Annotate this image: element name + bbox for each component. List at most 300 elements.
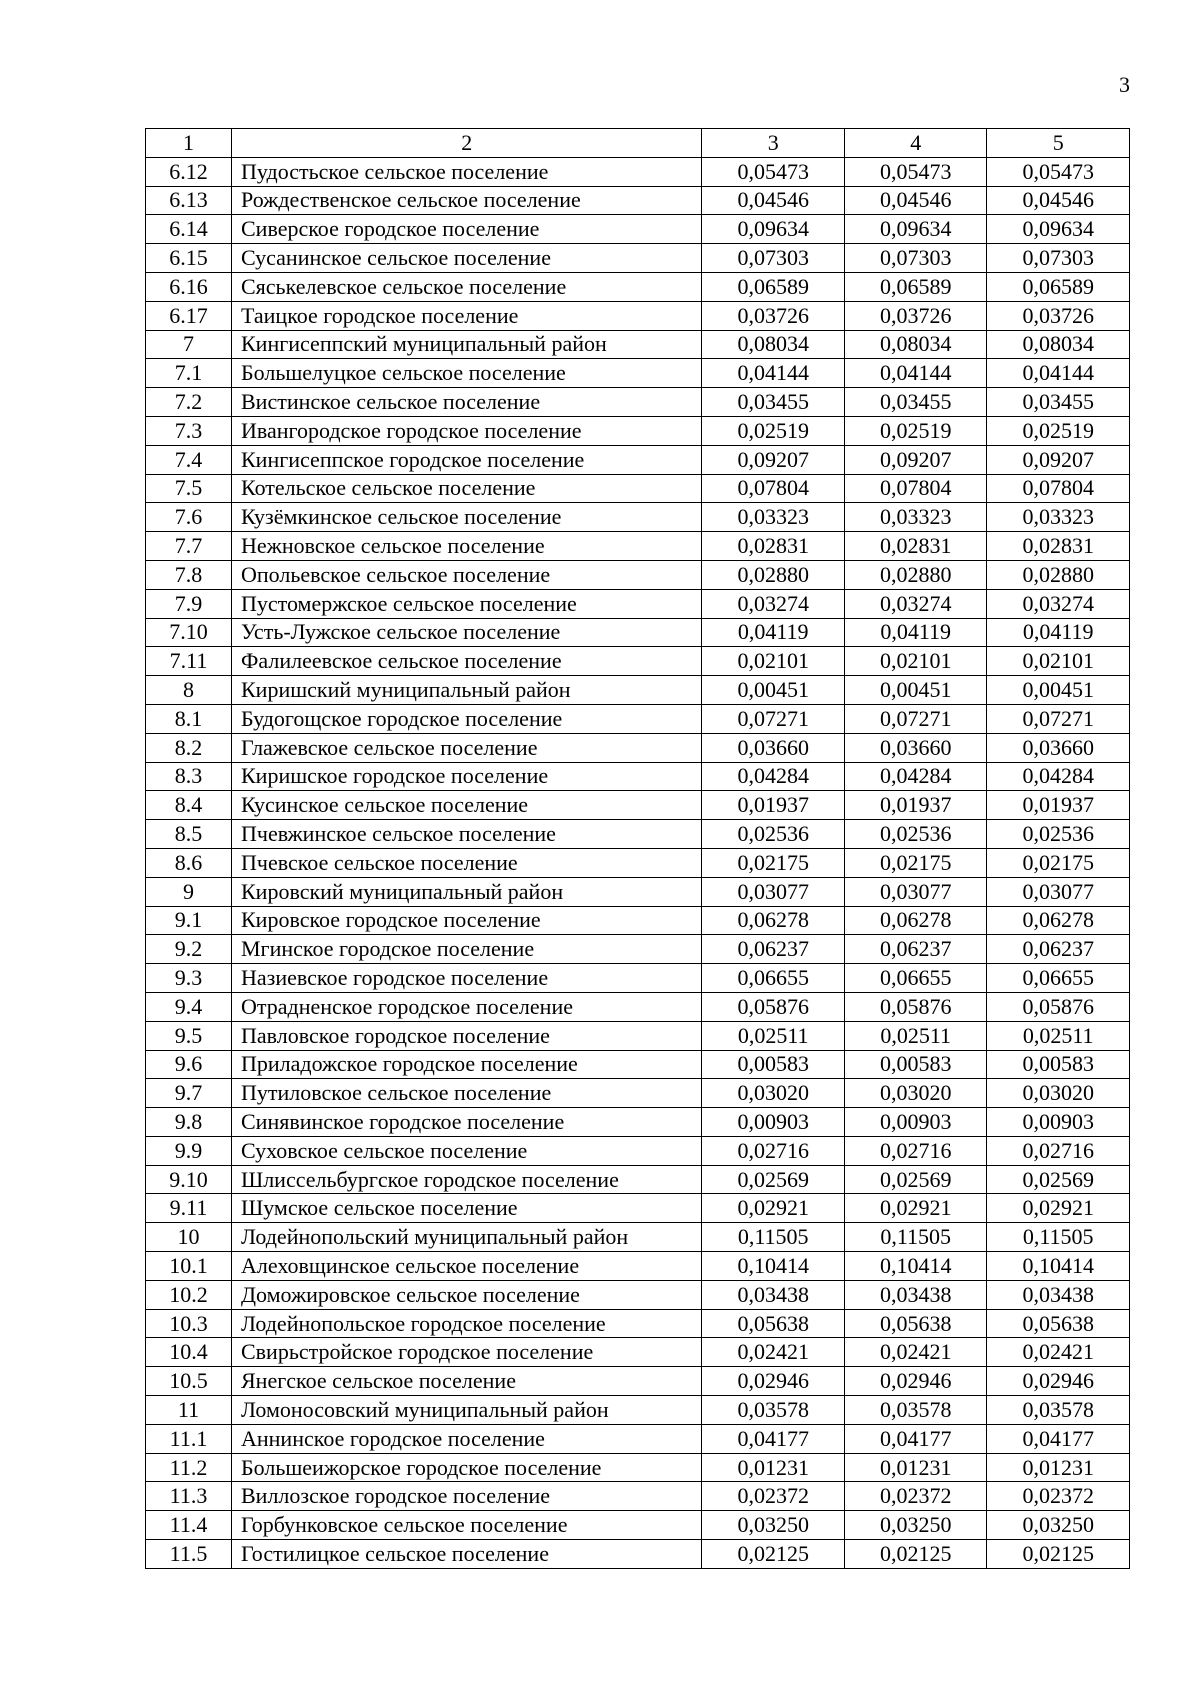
settlement-name-cell: Кингисеппское городское поселение: [232, 445, 702, 474]
settlement-name-cell: Котельское сельское поселение: [232, 474, 702, 503]
value-col4-cell: 0,07271: [844, 704, 987, 733]
row-number-cell: 7.4: [146, 445, 232, 474]
value-col5-cell: 0,02372: [987, 1482, 1130, 1511]
table-row: [146, 1165, 1130, 1194]
value-col5-cell: 0,04284: [987, 762, 1130, 791]
row-number-cell: 6.17: [146, 301, 232, 330]
row-number-cell: 10.1: [146, 1252, 232, 1281]
settlement-name-cell: Пустомержское сельское поселение: [232, 589, 702, 618]
settlement-name-cell: Опольевское сельское поселение: [232, 560, 702, 589]
value-col5-cell: 0,06278: [987, 906, 1130, 935]
value-col5-cell: 0,02716: [987, 1136, 1130, 1165]
row-number-cell: 7.2: [146, 388, 232, 417]
table-row: [146, 445, 1130, 474]
value-col3-cell: 0,05473: [702, 157, 845, 186]
table-row: [146, 1079, 1130, 1108]
column-header-5: 5: [987, 129, 1130, 158]
settlement-name-cell: Кингисеппский муниципальный район: [232, 330, 702, 359]
value-col4-cell: 0,03274: [844, 589, 987, 618]
value-col4-cell: 0,02921: [844, 1194, 987, 1223]
value-col5-cell: 0,02511: [987, 1021, 1130, 1050]
value-col3-cell: 0,04119: [702, 618, 845, 647]
value-col3-cell: 0,04144: [702, 359, 845, 388]
column-header-1: 1: [146, 129, 232, 158]
row-number-cell: 7.6: [146, 503, 232, 532]
table-row: [146, 1223, 1130, 1252]
settlement-name-cell: Сусанинское сельское поселение: [232, 244, 702, 273]
value-col4-cell: 0,03660: [844, 733, 987, 762]
row-number-cell: 9.9: [146, 1136, 232, 1165]
settlement-name-cell: Назиевское городское поселение: [232, 964, 702, 993]
value-col5-cell: 0,04119: [987, 618, 1130, 647]
row-number-cell: 7.5: [146, 474, 232, 503]
value-col3-cell: 0,02175: [702, 848, 845, 877]
settlement-name-cell: Фалилеевское сельское поселение: [232, 647, 702, 676]
settlement-name-cell: Отрадненское городское поселение: [232, 992, 702, 1021]
value-col3-cell: 0,02716: [702, 1136, 845, 1165]
value-col4-cell: 0,02831: [844, 532, 987, 561]
value-col3-cell: 0,03250: [702, 1511, 845, 1540]
row-number-cell: 8.6: [146, 848, 232, 877]
value-col4-cell: 0,08034: [844, 330, 987, 359]
value-col5-cell: 0,06589: [987, 272, 1130, 301]
table-row: [146, 388, 1130, 417]
table-row: [146, 704, 1130, 733]
value-col5-cell: 0,02536: [987, 820, 1130, 849]
row-number-cell: 7.9: [146, 589, 232, 618]
settlement-name-cell: Свирьстройское городское поселение: [232, 1338, 702, 1367]
value-col3-cell: 0,09634: [702, 215, 845, 244]
value-col3-cell: 0,00903: [702, 1108, 845, 1137]
value-col4-cell: 0,03726: [844, 301, 987, 330]
value-col4-cell: 0,00583: [844, 1050, 987, 1079]
value-col4-cell: 0,02519: [844, 416, 987, 445]
value-col4-cell: 0,03578: [844, 1396, 987, 1425]
value-col3-cell: 0,03020: [702, 1079, 845, 1108]
value-col4-cell: 0,02101: [844, 647, 987, 676]
table-row: [146, 1453, 1130, 1482]
row-number-cell: 7.10: [146, 618, 232, 647]
value-col3-cell: 0,06655: [702, 964, 845, 993]
row-number-cell: 8.5: [146, 820, 232, 849]
value-col5-cell: 0,03660: [987, 733, 1130, 762]
value-col3-cell: 0,01231: [702, 1453, 845, 1482]
value-col4-cell: 0,04144: [844, 359, 987, 388]
row-number-cell: 11.5: [146, 1540, 232, 1569]
settlement-name-cell: Виллозское городское поселение: [232, 1482, 702, 1511]
value-col3-cell: 0,03660: [702, 733, 845, 762]
settlement-name-cell: Шумское сельское поселение: [232, 1194, 702, 1223]
value-col4-cell: 0,03020: [844, 1079, 987, 1108]
value-col3-cell: 0,02880: [702, 560, 845, 589]
row-number-cell: 6.16: [146, 272, 232, 301]
value-col5-cell: 0,05638: [987, 1309, 1130, 1338]
value-col3-cell: 0,02831: [702, 532, 845, 561]
table-row: [146, 820, 1130, 849]
table-row: [146, 532, 1130, 561]
table-row: [146, 676, 1130, 705]
value-col5-cell: 0,07271: [987, 704, 1130, 733]
value-col3-cell: 0,06278: [702, 906, 845, 935]
settlement-name-cell: Таицкое городское поселение: [232, 301, 702, 330]
row-number-cell: 9.8: [146, 1108, 232, 1137]
value-col3-cell: 0,03455: [702, 388, 845, 417]
row-number-cell: 9.10: [146, 1165, 232, 1194]
table-row: [146, 791, 1130, 820]
table-row: [146, 416, 1130, 445]
value-col4-cell: 0,06278: [844, 906, 987, 935]
value-col4-cell: 0,03077: [844, 877, 987, 906]
column-header-3: 3: [702, 129, 845, 158]
value-col4-cell: 0,00903: [844, 1108, 987, 1137]
value-col4-cell: 0,06589: [844, 272, 987, 301]
value-col4-cell: 0,10414: [844, 1252, 987, 1281]
row-number-cell: 6.13: [146, 186, 232, 215]
value-col3-cell: 0,07303: [702, 244, 845, 273]
data-table: [145, 128, 1130, 1569]
settlement-name-cell: Большелуцкое сельское поселение: [232, 359, 702, 388]
value-col3-cell: 0,04284: [702, 762, 845, 791]
value-col4-cell: 0,05473: [844, 157, 987, 186]
value-col5-cell: 0,02175: [987, 848, 1130, 877]
row-number-cell: 6.14: [146, 215, 232, 244]
value-col4-cell: 0,03250: [844, 1511, 987, 1540]
row-number-cell: 9.4: [146, 992, 232, 1021]
value-col4-cell: 0,02372: [844, 1482, 987, 1511]
value-col4-cell: 0,06655: [844, 964, 987, 993]
value-col5-cell: 0,09634: [987, 215, 1130, 244]
table-row: [146, 215, 1130, 244]
table-row: [146, 503, 1130, 532]
value-col3-cell: 0,03077: [702, 877, 845, 906]
settlement-name-cell: Кузёмкинское сельское поселение: [232, 503, 702, 532]
value-col3-cell: 0,03726: [702, 301, 845, 330]
value-col4-cell: 0,02511: [844, 1021, 987, 1050]
value-col4-cell: 0,06237: [844, 935, 987, 964]
value-col5-cell: 0,02421: [987, 1338, 1130, 1367]
value-col5-cell: 0,04546: [987, 186, 1130, 215]
table-row: [146, 647, 1130, 676]
row-number-cell: 9: [146, 877, 232, 906]
value-col3-cell: 0,11505: [702, 1223, 845, 1252]
table-row: [146, 1511, 1130, 1540]
settlement-name-cell: Киришское городское поселение: [232, 762, 702, 791]
row-number-cell: 7.7: [146, 532, 232, 561]
value-col5-cell: 0,03455: [987, 388, 1130, 417]
value-col3-cell: 0,06237: [702, 935, 845, 964]
value-col3-cell: 0,02511: [702, 1021, 845, 1050]
settlement-name-cell: Ломоносовский муниципальный район: [232, 1396, 702, 1425]
value-col4-cell: 0,04546: [844, 186, 987, 215]
value-col5-cell: 0,01231: [987, 1453, 1130, 1482]
value-col5-cell: 0,03020: [987, 1079, 1130, 1108]
table-row: [146, 1396, 1130, 1425]
settlement-name-cell: Пчевжинское сельское поселение: [232, 820, 702, 849]
value-col4-cell: 0,02536: [844, 820, 987, 849]
settlement-name-cell: Алеховщинское сельское поселение: [232, 1252, 702, 1281]
value-col5-cell: 0,02569: [987, 1165, 1130, 1194]
value-col5-cell: 0,03077: [987, 877, 1130, 906]
row-number-cell: 10.2: [146, 1280, 232, 1309]
row-number-cell: 8.3: [146, 762, 232, 791]
value-col3-cell: 0,03274: [702, 589, 845, 618]
settlement-name-cell: Приладожское городское поселение: [232, 1050, 702, 1079]
row-number-cell: 7.3: [146, 416, 232, 445]
value-col3-cell: 0,02946: [702, 1367, 845, 1396]
table-row: [146, 1280, 1130, 1309]
value-col4-cell: 0,05638: [844, 1309, 987, 1338]
row-number-cell: 9.11: [146, 1194, 232, 1223]
value-col3-cell: 0,03578: [702, 1396, 845, 1425]
value-col5-cell: 0,05876: [987, 992, 1130, 1021]
table-row: [146, 848, 1130, 877]
row-number-cell: 8.4: [146, 791, 232, 820]
table-row: [146, 1194, 1130, 1223]
settlement-name-cell: Пчевское сельское поселение: [232, 848, 702, 877]
row-number-cell: 6.15: [146, 244, 232, 273]
row-number-cell: 7.11: [146, 647, 232, 676]
value-col3-cell: 0,06589: [702, 272, 845, 301]
table-row: [146, 157, 1130, 186]
value-col4-cell: 0,03455: [844, 388, 987, 417]
value-col3-cell: 0,05876: [702, 992, 845, 1021]
value-col3-cell: 0,03323: [702, 503, 845, 532]
table-row: [146, 1021, 1130, 1050]
value-col4-cell: 0,03438: [844, 1280, 987, 1309]
value-col5-cell: 0,00903: [987, 1108, 1130, 1137]
value-col4-cell: 0,02880: [844, 560, 987, 589]
row-number-cell: 11: [146, 1396, 232, 1425]
table-row: [146, 992, 1130, 1021]
settlement-name-cell: Нежновское сельское поселение: [232, 532, 702, 561]
value-col4-cell: 0,02569: [844, 1165, 987, 1194]
table-row: [146, 762, 1130, 791]
value-col5-cell: 0,06655: [987, 964, 1130, 993]
settlement-name-cell: Павловское городское поселение: [232, 1021, 702, 1050]
row-number-cell: 10: [146, 1223, 232, 1252]
value-col3-cell: 0,10414: [702, 1252, 845, 1281]
value-col5-cell: 0,08034: [987, 330, 1130, 359]
row-number-cell: 11.1: [146, 1424, 232, 1453]
value-col4-cell: 0,02716: [844, 1136, 987, 1165]
value-col3-cell: 0,01937: [702, 791, 845, 820]
value-col3-cell: 0,04546: [702, 186, 845, 215]
table-row: [146, 1540, 1130, 1569]
value-col3-cell: 0,02125: [702, 1540, 845, 1569]
value-col3-cell: 0,03438: [702, 1280, 845, 1309]
value-col5-cell: 0,01937: [987, 791, 1130, 820]
value-col5-cell: 0,02880: [987, 560, 1130, 589]
value-col5-cell: 0,00583: [987, 1050, 1130, 1079]
row-number-cell: 9.1: [146, 906, 232, 935]
value-col5-cell: 0,03438: [987, 1280, 1130, 1309]
settlement-name-cell: Глажевское сельское поселение: [232, 733, 702, 762]
table-row: [146, 1108, 1130, 1137]
value-col3-cell: 0,07804: [702, 474, 845, 503]
row-number-cell: 10.3: [146, 1309, 232, 1338]
page-number: 3: [1119, 72, 1130, 97]
value-col4-cell: 0,11505: [844, 1223, 987, 1252]
settlement-name-cell: Ивангородское городское поселение: [232, 416, 702, 445]
table-row: [146, 877, 1130, 906]
row-number-cell: 11.4: [146, 1511, 232, 1540]
settlement-name-cell: Лодейнопольское городское поселение: [232, 1309, 702, 1338]
settlement-name-cell: Большеижорское городское поселение: [232, 1453, 702, 1482]
value-col4-cell: 0,09207: [844, 445, 987, 474]
table-body: [146, 129, 1130, 1569]
value-col4-cell: 0,01937: [844, 791, 987, 820]
settlement-name-cell: Киришский муниципальный район: [232, 676, 702, 705]
value-col5-cell: 0,02125: [987, 1540, 1130, 1569]
settlement-name-cell: Будогощское городское поселение: [232, 704, 702, 733]
table-row: [146, 301, 1130, 330]
settlement-name-cell: Мгинское городское поселение: [232, 935, 702, 964]
row-number-cell: 10.4: [146, 1338, 232, 1367]
value-col5-cell: 0,02946: [987, 1367, 1130, 1396]
value-col3-cell: 0,08034: [702, 330, 845, 359]
value-col4-cell: 0,04284: [844, 762, 987, 791]
settlement-name-cell: Сиверское городское поселение: [232, 215, 702, 244]
settlement-name-cell: Горбунковское сельское поселение: [232, 1511, 702, 1540]
row-number-cell: 9.2: [146, 935, 232, 964]
value-col5-cell: 0,06237: [987, 935, 1130, 964]
value-col5-cell: 0,02831: [987, 532, 1130, 561]
value-col5-cell: 0,09207: [987, 445, 1130, 474]
value-col3-cell: 0,02921: [702, 1194, 845, 1223]
table-row: [146, 733, 1130, 762]
settlement-name-cell: Кусинское сельское поселение: [232, 791, 702, 820]
row-number-cell: 11.2: [146, 1453, 232, 1482]
settlement-name-cell: Синявинское городское поселение: [232, 1108, 702, 1137]
value-col3-cell: 0,02101: [702, 647, 845, 676]
row-number-cell: 8.2: [146, 733, 232, 762]
value-col5-cell: 0,03726: [987, 301, 1130, 330]
row-number-cell: 7.8: [146, 560, 232, 589]
value-col3-cell: 0,02372: [702, 1482, 845, 1511]
row-number-cell: 9.5: [146, 1021, 232, 1050]
value-col5-cell: 0,03578: [987, 1396, 1130, 1425]
row-number-cell: 8.1: [146, 704, 232, 733]
value-col5-cell: 0,03250: [987, 1511, 1130, 1540]
table-row: [146, 186, 1130, 215]
table-row: [146, 272, 1130, 301]
value-col4-cell: 0,02421: [844, 1338, 987, 1367]
settlement-name-cell: Рождественское сельское поселение: [232, 186, 702, 215]
value-col5-cell: 0,00451: [987, 676, 1130, 705]
value-col4-cell: 0,04119: [844, 618, 987, 647]
value-col3-cell: 0,04177: [702, 1424, 845, 1453]
value-col5-cell: 0,05473: [987, 157, 1130, 186]
value-col4-cell: 0,02946: [844, 1367, 987, 1396]
table-row: [146, 474, 1130, 503]
value-col3-cell: 0,09207: [702, 445, 845, 474]
table-row: [146, 1367, 1130, 1396]
value-col5-cell: 0,02101: [987, 647, 1130, 676]
settlement-name-cell: Суховское сельское поселение: [232, 1136, 702, 1165]
table-row: [146, 964, 1130, 993]
value-col5-cell: 0,04144: [987, 359, 1130, 388]
value-col4-cell: 0,02125: [844, 1540, 987, 1569]
column-header-4: 4: [844, 129, 987, 158]
value-col3-cell: 0,00451: [702, 676, 845, 705]
value-col4-cell: 0,03323: [844, 503, 987, 532]
table-row: [146, 618, 1130, 647]
value-col3-cell: 0,07271: [702, 704, 845, 733]
settlement-name-cell: Доможировское сельское поселение: [232, 1280, 702, 1309]
table-row: [146, 560, 1130, 589]
row-number-cell: 10.5: [146, 1367, 232, 1396]
settlement-name-cell: Лодейнопольский муниципальный район: [232, 1223, 702, 1252]
value-col3-cell: 0,05638: [702, 1309, 845, 1338]
settlement-name-cell: Кировское городское поселение: [232, 906, 702, 935]
table-row: [146, 1252, 1130, 1281]
value-col5-cell: 0,10414: [987, 1252, 1130, 1281]
row-number-cell: 6.12: [146, 157, 232, 186]
table-row: [146, 1136, 1130, 1165]
value-col5-cell: 0,02921: [987, 1194, 1130, 1223]
row-number-cell: 9.6: [146, 1050, 232, 1079]
settlement-name-cell: Усть-Лужское сельское поселение: [232, 618, 702, 647]
table-row: [146, 935, 1130, 964]
settlement-name-cell: Пудостьское сельское поселение: [232, 157, 702, 186]
value-col3-cell: 0,02536: [702, 820, 845, 849]
settlement-name-cell: Путиловское сельское поселение: [232, 1079, 702, 1108]
column-header-2: 2: [232, 129, 702, 158]
row-number-cell: 7: [146, 330, 232, 359]
settlement-name-cell: Гостилицкое сельское поселение: [232, 1540, 702, 1569]
value-col4-cell: 0,07303: [844, 244, 987, 273]
settlement-name-cell: Кировский муниципальный район: [232, 877, 702, 906]
value-col4-cell: 0,04177: [844, 1424, 987, 1453]
row-number-cell: 8: [146, 676, 232, 705]
value-col3-cell: 0,02519: [702, 416, 845, 445]
value-col3-cell: 0,02421: [702, 1338, 845, 1367]
value-col4-cell: 0,00451: [844, 676, 987, 705]
table-row: [146, 359, 1130, 388]
row-number-cell: 11.3: [146, 1482, 232, 1511]
value-col4-cell: 0,07804: [844, 474, 987, 503]
table-row: [146, 1309, 1130, 1338]
value-col4-cell: 0,01231: [844, 1453, 987, 1482]
table-row: [146, 1424, 1130, 1453]
row-number-cell: 9.3: [146, 964, 232, 993]
table-row: [146, 1338, 1130, 1367]
value-col5-cell: 0,03323: [987, 503, 1130, 532]
value-col5-cell: 0,11505: [987, 1223, 1130, 1252]
value-col4-cell: 0,05876: [844, 992, 987, 1021]
table-row: [146, 1482, 1130, 1511]
row-number-cell: 9.7: [146, 1079, 232, 1108]
row-number-cell: 7.1: [146, 359, 232, 388]
value-col3-cell: 0,00583: [702, 1050, 845, 1079]
value-col5-cell: 0,04177: [987, 1424, 1130, 1453]
table-row: [146, 906, 1130, 935]
table-row: [146, 244, 1130, 273]
settlement-name-cell: Янегское сельское поселение: [232, 1367, 702, 1396]
value-col4-cell: 0,09634: [844, 215, 987, 244]
settlement-name-cell: Сяськелевское сельское поселение: [232, 272, 702, 301]
table-row: [146, 589, 1130, 618]
table-header-row: [146, 129, 1130, 158]
value-col5-cell: 0,03274: [987, 589, 1130, 618]
table-row: [146, 1050, 1130, 1079]
settlement-name-cell: Шлиссельбургское городское поселение: [232, 1165, 702, 1194]
value-col3-cell: 0,02569: [702, 1165, 845, 1194]
table-row: [146, 330, 1130, 359]
value-col5-cell: 0,07804: [987, 474, 1130, 503]
value-col5-cell: 0,02519: [987, 416, 1130, 445]
value-col4-cell: 0,02175: [844, 848, 987, 877]
